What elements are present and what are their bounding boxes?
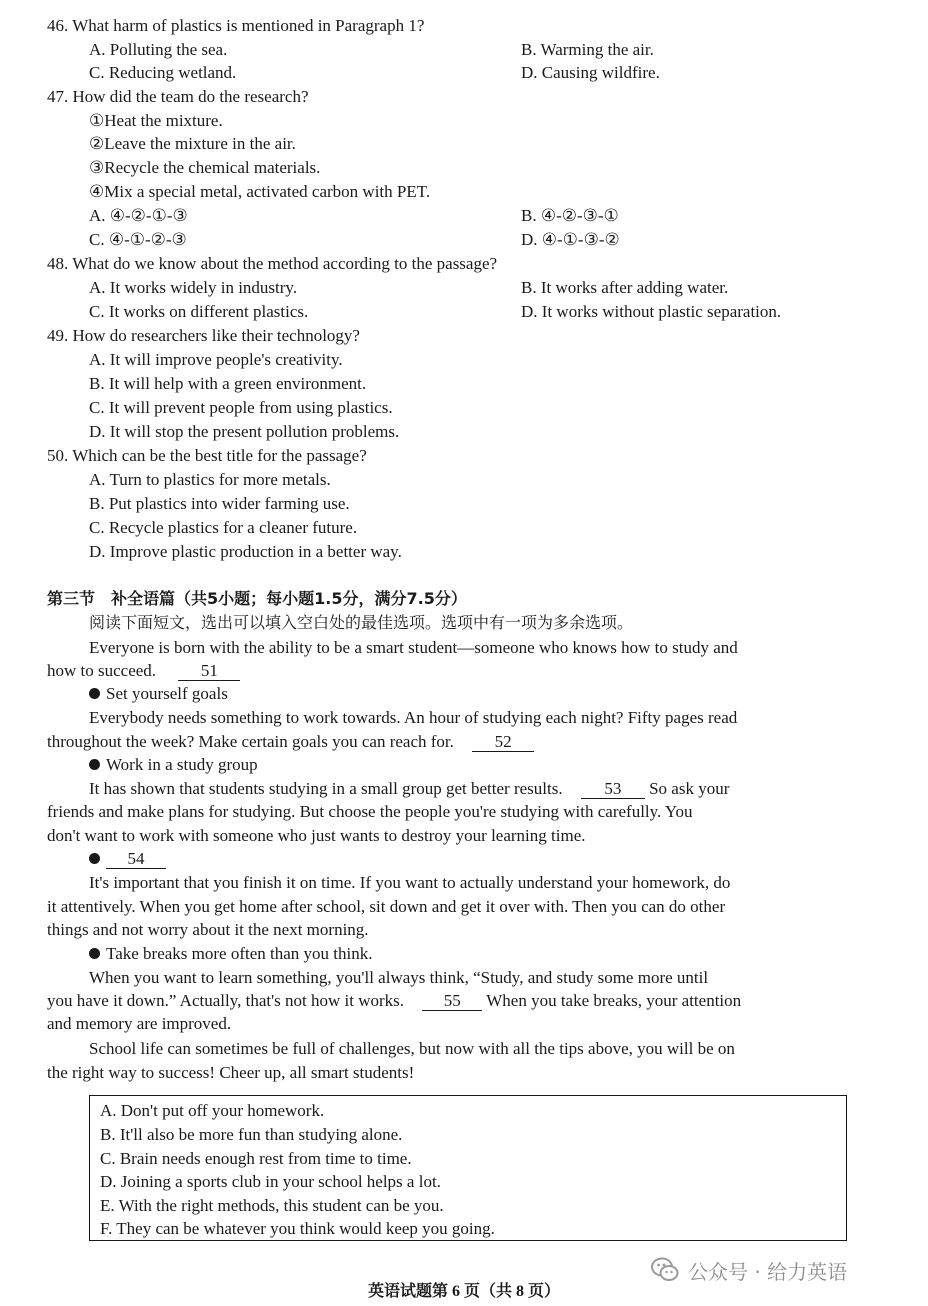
passage-line-7: don't want to work with someone who just wants to destroy your learning time.: [47, 826, 586, 845]
watermark-text: 公众号 · 给力英语: [688, 1259, 848, 1284]
passage-text: you have it down.” Actually, that's not how it works.: [47, 991, 405, 1010]
passage-line-11: When you want to learn something, you'll always think, “Study, and study some more until: [89, 968, 709, 987]
section-3-heading: 第三节 补全语篇（共5小题；每小题1.5分，满分7.5分）: [47, 589, 467, 608]
question-47-step-2: ②Leave the mixture in the air.: [89, 134, 296, 153]
section-3-instruction: 阅读下面短文，选出可以填入空白处的最佳选项。选项中有一项为多余选项。: [89, 613, 634, 632]
passage-line-10: things and not worry about it the next morning.: [47, 920, 369, 939]
question-47-stem: 47. How did the team do the research?: [47, 87, 309, 106]
passage-text: So ask your: [649, 779, 730, 798]
passage-line-2: [47, 660, 240, 682]
question-48-option-b: B. It works after adding water.: [521, 278, 729, 297]
bullet-icon: [89, 948, 100, 959]
question-50-option-b: B. Put plastics into wider farming use.: [89, 494, 350, 513]
question-49-option-b: B. It will help with a green environment.: [89, 374, 367, 393]
passage-line-6: friends and make plans for studying. But choose the people you're studying with carefully. You: [47, 802, 693, 821]
subheading-text: Set yourself goals: [106, 684, 228, 703]
question-49-option-d: D. It will stop the present pollution problems.: [89, 422, 400, 441]
option-c: C. Brain needs enough rest from time to time.: [100, 1149, 412, 1168]
subheading-text: Work in a study group: [106, 755, 258, 774]
question-46-option-b: B. Warming the air.: [521, 40, 654, 59]
question-48-stem: 48. What do we know about the method according to the passage?: [47, 254, 498, 273]
option-f: F. They can be whatever you think would keep you going.: [100, 1219, 495, 1238]
bullet-icon: [89, 759, 100, 770]
blank-52: 52: [472, 733, 534, 752]
passage-line-1: Everyone is born with the ability to be a smart student—someone who knows how to study and: [89, 638, 738, 657]
question-48-option-a: A. It works widely in industry.: [89, 278, 298, 297]
blank-54: 54: [106, 850, 166, 869]
bullet-icon: [89, 688, 100, 699]
question-47-option-c: C. ④-①-②-③: [89, 230, 187, 249]
option-b: B. It'll also be more fun than studying alone.: [100, 1125, 403, 1144]
passage-text: It has shown that students studying in a small group get better results.: [89, 779, 563, 798]
question-49-stem: 49. How do researchers like their technology?: [47, 326, 360, 345]
passage-line-9: it attentively. When you get home after school, sit down and get it over with. Then you can do other: [47, 897, 726, 916]
question-47-step-3: ③Recycle the chemical materials.: [89, 158, 321, 177]
question-46-option-c: C. Reducing wetland.: [89, 63, 237, 82]
question-49-option-a: A. It will improve people's creativity.: [89, 350, 343, 369]
subheading-blank-54: [89, 848, 166, 870]
question-48-option-c: C. It works on different plastics.: [89, 302, 309, 321]
question-46-option-a: A. Polluting the sea.: [89, 40, 228, 59]
blank-55: 55: [422, 992, 482, 1011]
passage-line-12: [47, 990, 741, 1012]
passage-line-5: [89, 778, 729, 800]
option-a: A. Don't put off your homework.: [100, 1101, 325, 1120]
bullet-icon: [89, 853, 100, 864]
passage-line-4: [47, 731, 534, 753]
question-48-option-d: D. It works without plastic separation.: [521, 302, 782, 321]
passage-line-14: School life can sometimes be full of challenges, but now with all the tips above, you will be on: [89, 1039, 735, 1058]
question-47-step-4: ④Mix a special metal, activated carbon with PET.: [89, 182, 431, 201]
question-47-step-1: ①Heat the mixture.: [89, 111, 223, 130]
question-47-option-d: D. ④-①-③-②: [521, 230, 620, 249]
question-50-option-c: C. Recycle plastics for a cleaner future.: [89, 518, 358, 537]
question-47-option-b: B. ④-②-③-①: [521, 206, 619, 225]
passage-text: When you take breaks, your attention: [486, 991, 742, 1010]
question-46-option-d: D. Causing wildfire.: [521, 63, 660, 82]
question-47-option-a: A. ④-②-①-③: [89, 206, 188, 225]
passage-line-8: It's important that you finish it on time. If you want to actually understand your homework, do: [89, 873, 731, 892]
question-50-stem: 50. Which can be the best title for the passage?: [47, 446, 367, 465]
question-50-option-a: A. Turn to plastics for more metals.: [89, 470, 331, 489]
passage-line-15: the right way to success! Cheer up, all smart students!: [47, 1063, 415, 1082]
question-49-option-c: C. It will prevent people from using plastics.: [89, 398, 393, 417]
subheading-study-group: [89, 754, 258, 776]
question-46-stem: 46. What harm of plastics is mentioned in Paragraph 1?: [47, 16, 425, 35]
passage-line-13: and memory are improved.: [47, 1014, 232, 1033]
option-d: D. Joining a sports club in your school helps a lot.: [100, 1172, 441, 1191]
question-50-option-d: D. Improve plastic production in a better way.: [89, 542, 402, 561]
passage-text: how to succeed.: [47, 661, 157, 680]
passage-text: throughout the week? Make certain goals you can reach for.: [47, 732, 454, 751]
blank-51: 51: [178, 662, 240, 681]
option-e: E. With the right methods, this student can be you.: [100, 1196, 444, 1215]
page-footer: 英语试题第 6 页（共 8 页）: [367, 1283, 560, 1300]
subheading-set-goals: [89, 683, 228, 705]
passage-line-3: Everybody needs something to work towards. An hour of studying each night? Fifty pages read: [89, 708, 738, 727]
subheading-take-breaks: [89, 943, 372, 965]
blank-53: 53: [581, 780, 645, 799]
subheading-text: Take breaks more often than you think.: [106, 944, 373, 963]
